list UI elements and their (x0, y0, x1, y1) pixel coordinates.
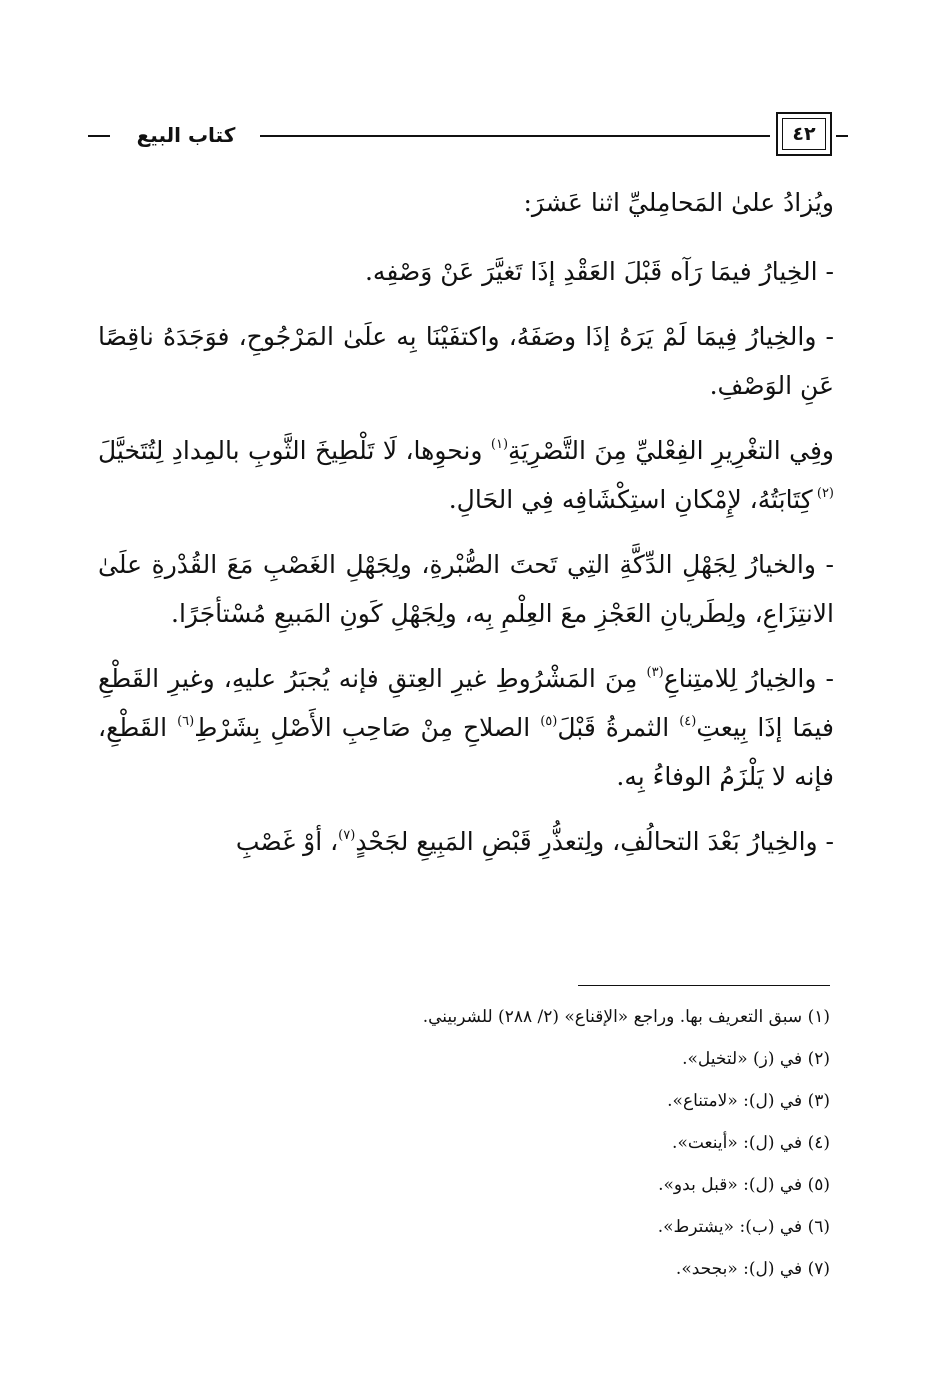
main-text (98, 178, 834, 882)
text-segment: ، أوْ غَصْبِ (235, 827, 339, 856)
footnote-5: (٥) في (ل): «قبل بدو». (658, 1175, 830, 1195)
paragraph-3 (98, 426, 834, 524)
text-segment: كِتَابَتُهُ، لإِمْكانِ استِكْشَافِه فِي الحَالِ. (448, 485, 813, 514)
text-segment: الثمرةُ قَبْلَ (557, 713, 680, 742)
text-segment: - الخِيارُ فيمَا رَآه قَبْلَ العَقْدِ إذَا تَغيَّرَ عَنْ وَصْفِه. (364, 257, 834, 286)
paragraph-5 (98, 654, 834, 801)
header-rule-right (836, 135, 848, 137)
footnote-7: (٧) في (ل): «بجحد». (675, 1259, 830, 1279)
header-rule-left (88, 135, 110, 137)
text-segment: - والخِيارُ بَعْدَ التحالُفِ، ولِتعذُّرِ قَبْضِ المَبِيعِ لجَحْدٍ (355, 827, 834, 856)
text-segment: - والخيارُ لِجَهْلِ الدِّكَّةِ التِي تَحتَ الصُّبْرةِ، ولِجَهْلِ الغَصْبِ مَعَ القُدْرةِ علَىٰ الانتِزَاعِ، ولِطَريانِ العَجْزِ معَ العِلْمِ بِه، ولِجَهْلِ كَونِ المَبيعِ مُسْتأجَرًا. (98, 550, 834, 628)
header-rule-middle (260, 135, 770, 137)
footnote-4: (٤) في (ل): «أينعت». (672, 1133, 830, 1153)
footnote-separator (578, 985, 830, 986)
footnote-2: (٢) في (ز) «لتخيل». (682, 1049, 830, 1069)
footnote-3: (٣) في (ل): «لامتناع». (667, 1091, 830, 1111)
text-segment: الصلاحِ مِنْ صَاحِبِ الأَصْلِ بِشَرْطِ (194, 713, 541, 742)
intro-line: ويُزادُ علىٰ المَحامِليِّ اثنا عَشرَ: (523, 188, 834, 217)
footnotes (98, 996, 830, 1290)
footnote-ref-2: (٢) (812, 486, 834, 501)
paragraph-4 (98, 540, 834, 638)
text-segment: وفِي التغْرِيرِ الفِعْليِّ مِنَ التَّصْرِيَةِ (508, 436, 835, 465)
footnote-ref-7: (٧) (338, 828, 356, 843)
text-segment: القَطْعِ، فإنه لا يَلْزَمُ الوفاءُ بِه. (98, 713, 834, 791)
paragraph-6 (98, 817, 834, 866)
footnote-ref-1: (١) (490, 437, 509, 452)
footnote-1: (١) سبق التعريف بها. وراجع «الإقناع» (٢/ ٢٨٨) للشربيني. (422, 1007, 830, 1027)
text-segment: - والخِيارُ فِيمَا لَمْ يَرَهُ إذَا وصَفَهُ، واكتفَيْنَا بِه علَىٰ المَرْجُوحِ، فوَجَدَهُ ناقِصًا عَنِ الوَصْفِ. (98, 322, 834, 400)
footnote-ref-6: (٦) (177, 714, 195, 729)
running-header (88, 112, 848, 160)
footnote-6: (٦) في (ب): «يشترط». (657, 1217, 830, 1237)
paragraph-2 (98, 312, 834, 410)
text-segment: مِنَ المَشْرُوطِ غيرِ العِتقِ فإنه يُجبَرُ عليهِ، وغيرِ القَطْعِ فيمَا إذَا بِيعتِ (98, 664, 834, 742)
text-segment: ونحوِها، لَا تَلْطِيخَ الثَّوبِ بالمِدادِ لِتُتَخيَّلَ (98, 436, 491, 465)
page-number-frame (776, 112, 832, 156)
paragraph-1 (98, 247, 834, 296)
footnote-ref-3: (٣) (646, 665, 664, 680)
page-number: ٤٢ (782, 118, 826, 150)
footnote-ref-4: (٤) (679, 714, 697, 729)
text-segment: - والخِيارُ لِلامتِناعِ (663, 664, 834, 693)
footnote-ref-5: (٥) (540, 714, 558, 729)
book-title: كتاب البيع (136, 123, 236, 147)
